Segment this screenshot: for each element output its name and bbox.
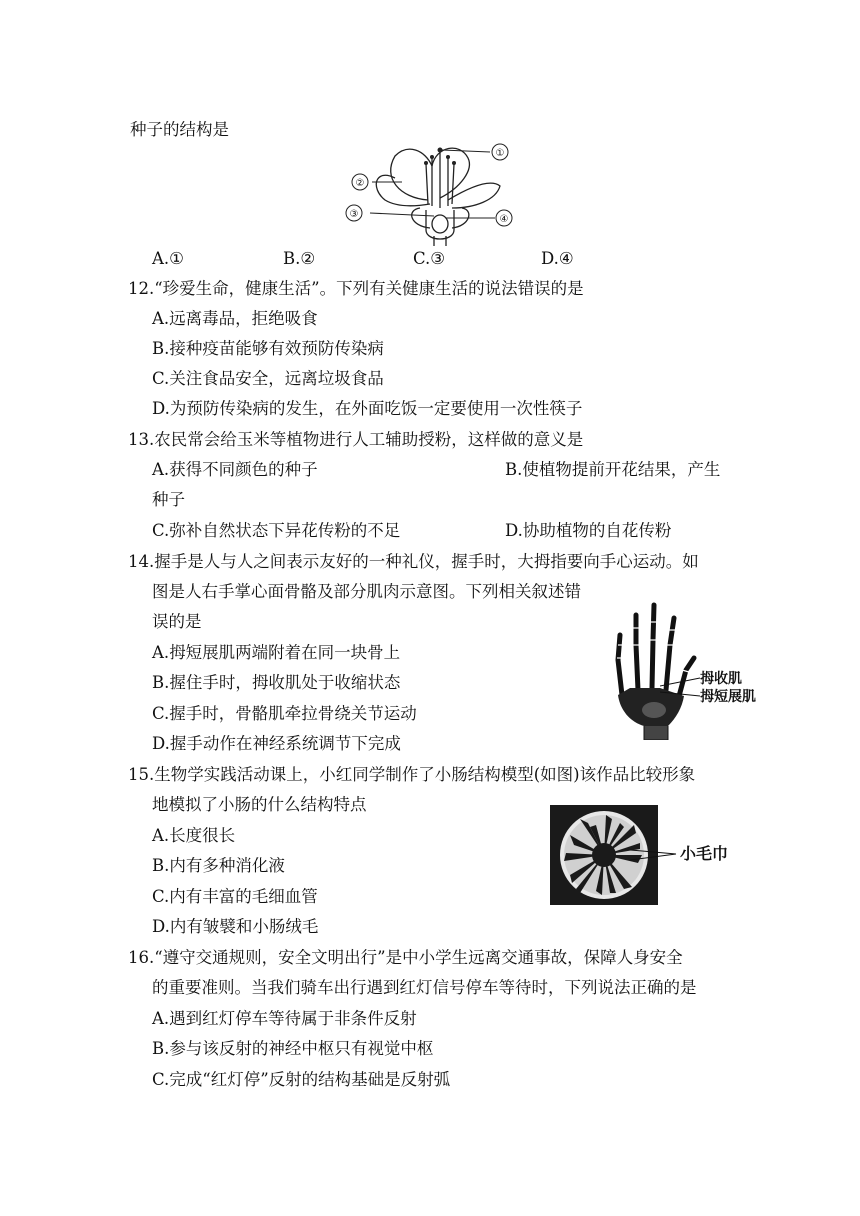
q15-option-d: D.内有皱襞和小肠绒毛 bbox=[152, 917, 319, 936]
q13-option-b: B.使植物提前开花结果，产生 bbox=[505, 460, 721, 479]
q13-option-a: A.获得不同颜色的种子 bbox=[152, 460, 318, 479]
q14-option-a: A.拇短展肌两端附着在同一块骨上 bbox=[152, 643, 401, 662]
q13-option-d: D.协助植物的自花传粉 bbox=[505, 521, 672, 540]
question-16-stem-line1: 16.“遵守交通规则，安全文明出行”是中小学生远离交通事故，保障人身安全 bbox=[128, 948, 683, 967]
q15-option-b: B.内有多种消化液 bbox=[152, 856, 285, 875]
hand-label-leader-lines bbox=[660, 672, 704, 702]
q11-option-c: C.③ bbox=[413, 249, 446, 268]
question-13-stem: 13.农民常会给玉米等植物进行人工辅助授粉，这样做的意义是 bbox=[128, 430, 584, 449]
question-16-stem-line2: 的重要准则。当我们骑车出行遇到红灯信号停车等待时，下列说法正确的是 bbox=[152, 978, 697, 997]
q15-option-a: A.长度很长 bbox=[152, 826, 236, 845]
q12-option-d: D.为预防传染病的发生，在外面吃饭一定要使用一次性筷子 bbox=[152, 399, 583, 418]
hand-label-adductor: 拇收肌 bbox=[700, 671, 742, 687]
question-14-stem-line1: 14.握手是人与人之间表示友好的一种礼仪，握手时，大拇指要向手心运动。如 bbox=[128, 552, 699, 571]
q11-option-b: B.② bbox=[283, 249, 316, 268]
question-12-stem: 12.“珍爱生命，健康生活”。下列有关健康生活的说法错误的是 bbox=[128, 279, 584, 298]
hand-label-abductor: 拇短展肌 bbox=[700, 689, 756, 705]
q16-option-b: B.参与该反射的神经中枢只有视觉中枢 bbox=[152, 1039, 434, 1058]
q14-option-b: B.握住手时，拇收肌处于收缩状态 bbox=[152, 673, 401, 692]
question-11-stem-tail: 种子的结构是 bbox=[130, 120, 229, 139]
q14-option-d: D.握手动作在神经系统调节下完成 bbox=[152, 734, 401, 753]
q13-option-b-cont: 种子 bbox=[152, 490, 185, 509]
question-15-stem-line2: 地模拟了小肠的什么结构特点 bbox=[152, 795, 367, 814]
flower-label-1: ① bbox=[495, 148, 505, 159]
q11-option-d: D.④ bbox=[541, 249, 574, 268]
flower-label-3: ③ bbox=[349, 209, 359, 220]
q11-option-a: A.① bbox=[152, 249, 184, 268]
question-15-stem-line1: 15.生物学实践活动课上，小红同学制作了小肠结构模型(如图)该作品比较形象 bbox=[128, 765, 696, 784]
q12-option-b: B.接种疫苗能够有效预防传染病 bbox=[152, 339, 384, 358]
q12-option-a: A.远离毒品，拒绝吸食 bbox=[152, 309, 318, 328]
q16-option-a: A.遇到红灯停车等待属于非条件反射 bbox=[152, 1009, 417, 1028]
q14-option-c: C.握手时，骨骼肌牵拉骨绕关节运动 bbox=[152, 704, 417, 723]
flower-label-4: ④ bbox=[499, 214, 509, 225]
q13-option-c: C.弥补自然状态下异花传粉的不足 bbox=[152, 521, 401, 540]
intestine-label-leader bbox=[630, 842, 680, 872]
flower-label-2: ② bbox=[355, 178, 365, 189]
q15-option-c: C.内有丰富的毛细血管 bbox=[152, 887, 318, 906]
q16-option-c: C.完成“红灯停”反射的结构基础是反射弧 bbox=[152, 1070, 451, 1089]
intestine-label-towel: 小毛巾 bbox=[680, 844, 729, 863]
hand-skeleton-diagram bbox=[610, 600, 700, 740]
flower-diagram bbox=[340, 138, 530, 246]
question-14-stem-line2: 图是人右手掌心面骨骼及部分肌肉示意图。下列相关叙述错 bbox=[152, 582, 581, 601]
q12-option-c: C.关注食品安全，远离垃圾食品 bbox=[152, 369, 384, 388]
question-14-stem-line3: 误的是 bbox=[152, 612, 202, 631]
